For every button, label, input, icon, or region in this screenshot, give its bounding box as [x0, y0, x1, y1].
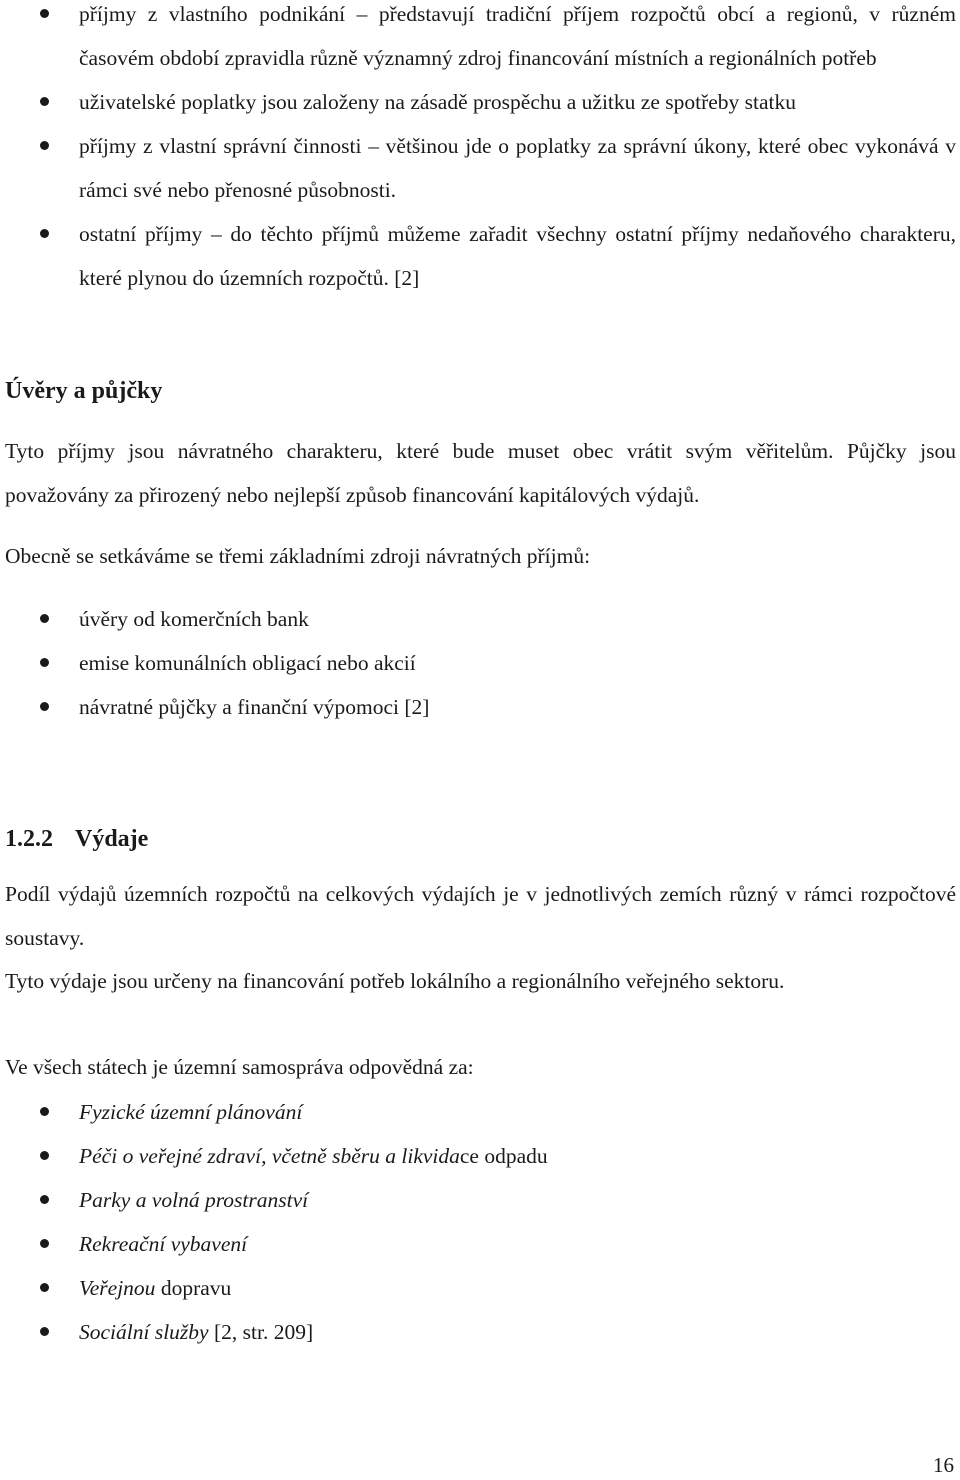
list-item: [0, 1310, 960, 1354]
list-item: [0, 1134, 960, 1178]
list-item: [0, 1222, 960, 1266]
bullet-icon: [40, 702, 49, 711]
list-item-text: příjmy z vlastního podnikání – představují tradiční příjem rozpočtů obcí a regionů, v různém časovém období zpravidla různě významný zdroj financování místních a regionálních potřeb: [79, 2, 956, 70]
section-heading-uvery: Úvěry a půjčky: [5, 378, 163, 404]
list-item: [0, 597, 960, 641]
list-item: [0, 0, 960, 80]
bullet-icon: [40, 1151, 49, 1160]
vydaje-paragraph-2: Tyto výdaje jsou určeny na financování potřeb lokálního a regionálního veřejného sektoru.: [5, 969, 785, 993]
page-number: 16: [933, 1453, 954, 1477]
list-item-italic: Fyzické územní plánování: [79, 1100, 303, 1124]
bullet-icon: [40, 1107, 49, 1116]
section-title: Výdaje: [75, 826, 149, 852]
bullet-icon: [40, 141, 49, 150]
bullet-icon: [40, 1327, 49, 1336]
bullet-icon: [40, 1239, 49, 1248]
bullet-icon: [40, 97, 49, 106]
list-item-italic: Veřejnou: [79, 1276, 156, 1300]
list-item-text: dopravu: [155, 1276, 232, 1300]
vydaje-paragraph-1: Podíl výdajů územních rozpočtů na celkových výdajích je v jednotlivých zemích různý v rámci rozpočtové soustavy.: [5, 882, 956, 950]
list-item: [0, 641, 960, 685]
list-item: [0, 80, 960, 124]
list-item-italic: Rekreační vybavení: [79, 1232, 248, 1256]
bullet-icon: [40, 658, 49, 667]
list-item-text: příjmy z vlastní správní činnosti – většinou jde o poplatky za správní úkony, které obec vykonává v rámci své nebo přenosné působnosti.: [79, 134, 956, 202]
list-item: [0, 1090, 960, 1134]
list-item: [0, 685, 960, 729]
list-item-text: uživatelské poplatky jsou založeny na zásadě prospěchu a užitku ze spotřeby statku: [79, 90, 797, 114]
bullet-icon: [40, 614, 49, 623]
section-heading-vydaje: [5, 826, 148, 853]
list-item: [0, 124, 960, 212]
income-bullet-list: [0, 0, 960, 300]
bullet-icon: [40, 229, 49, 238]
vydaje-paragraph-3: Ve všech státech je územní samospráva odpovědná za:: [5, 1055, 474, 1079]
list-item-italic: Parky a volná prostranství: [79, 1188, 309, 1212]
list-item-italic: Péči o veřejné zdraví, včetně sběru a likvida: [79, 1144, 460, 1168]
bullet-icon: [40, 1283, 49, 1292]
section-number: 1.2.2: [5, 826, 53, 852]
list-item-text: ce odpadu: [459, 1144, 548, 1168]
list-item-italic: Sociální služby: [79, 1320, 209, 1344]
responsibilities-list: [0, 1090, 960, 1354]
bullet-icon: [40, 9, 49, 18]
uvery-paragraph-2: Obecně se setkáváme se třemi základními zdroji návratných příjmů:: [5, 544, 591, 568]
list-item: [0, 1266, 960, 1310]
bullet-icon: [40, 1195, 49, 1204]
list-item-text: návratné půjčky a finanční výpomoci [2]: [79, 695, 430, 719]
uvery-paragraph-1: Tyto příjmy jsou návratného charakteru, které bude muset obec vrátit svým věřitelům. Půjčky jsou považovány za přirozený nebo nejlepší způsob financování kapitálových výdajů.: [5, 439, 956, 507]
list-item: [0, 212, 960, 300]
list-item-text: emise komunálních obligací nebo akcií: [79, 651, 416, 675]
list-item-text: [2, str. 209]: [208, 1320, 314, 1344]
list-item-text: ostatní příjmy – do těchto příjmů můžeme zařadit všechny ostatní příjmy nedaňového charakteru, které plynou do územních rozpočtů. [2]: [79, 222, 956, 290]
list-item-text: úvěry od komerčních bank: [79, 607, 309, 631]
list-item: [0, 1178, 960, 1222]
return-sources-list: [0, 597, 960, 729]
